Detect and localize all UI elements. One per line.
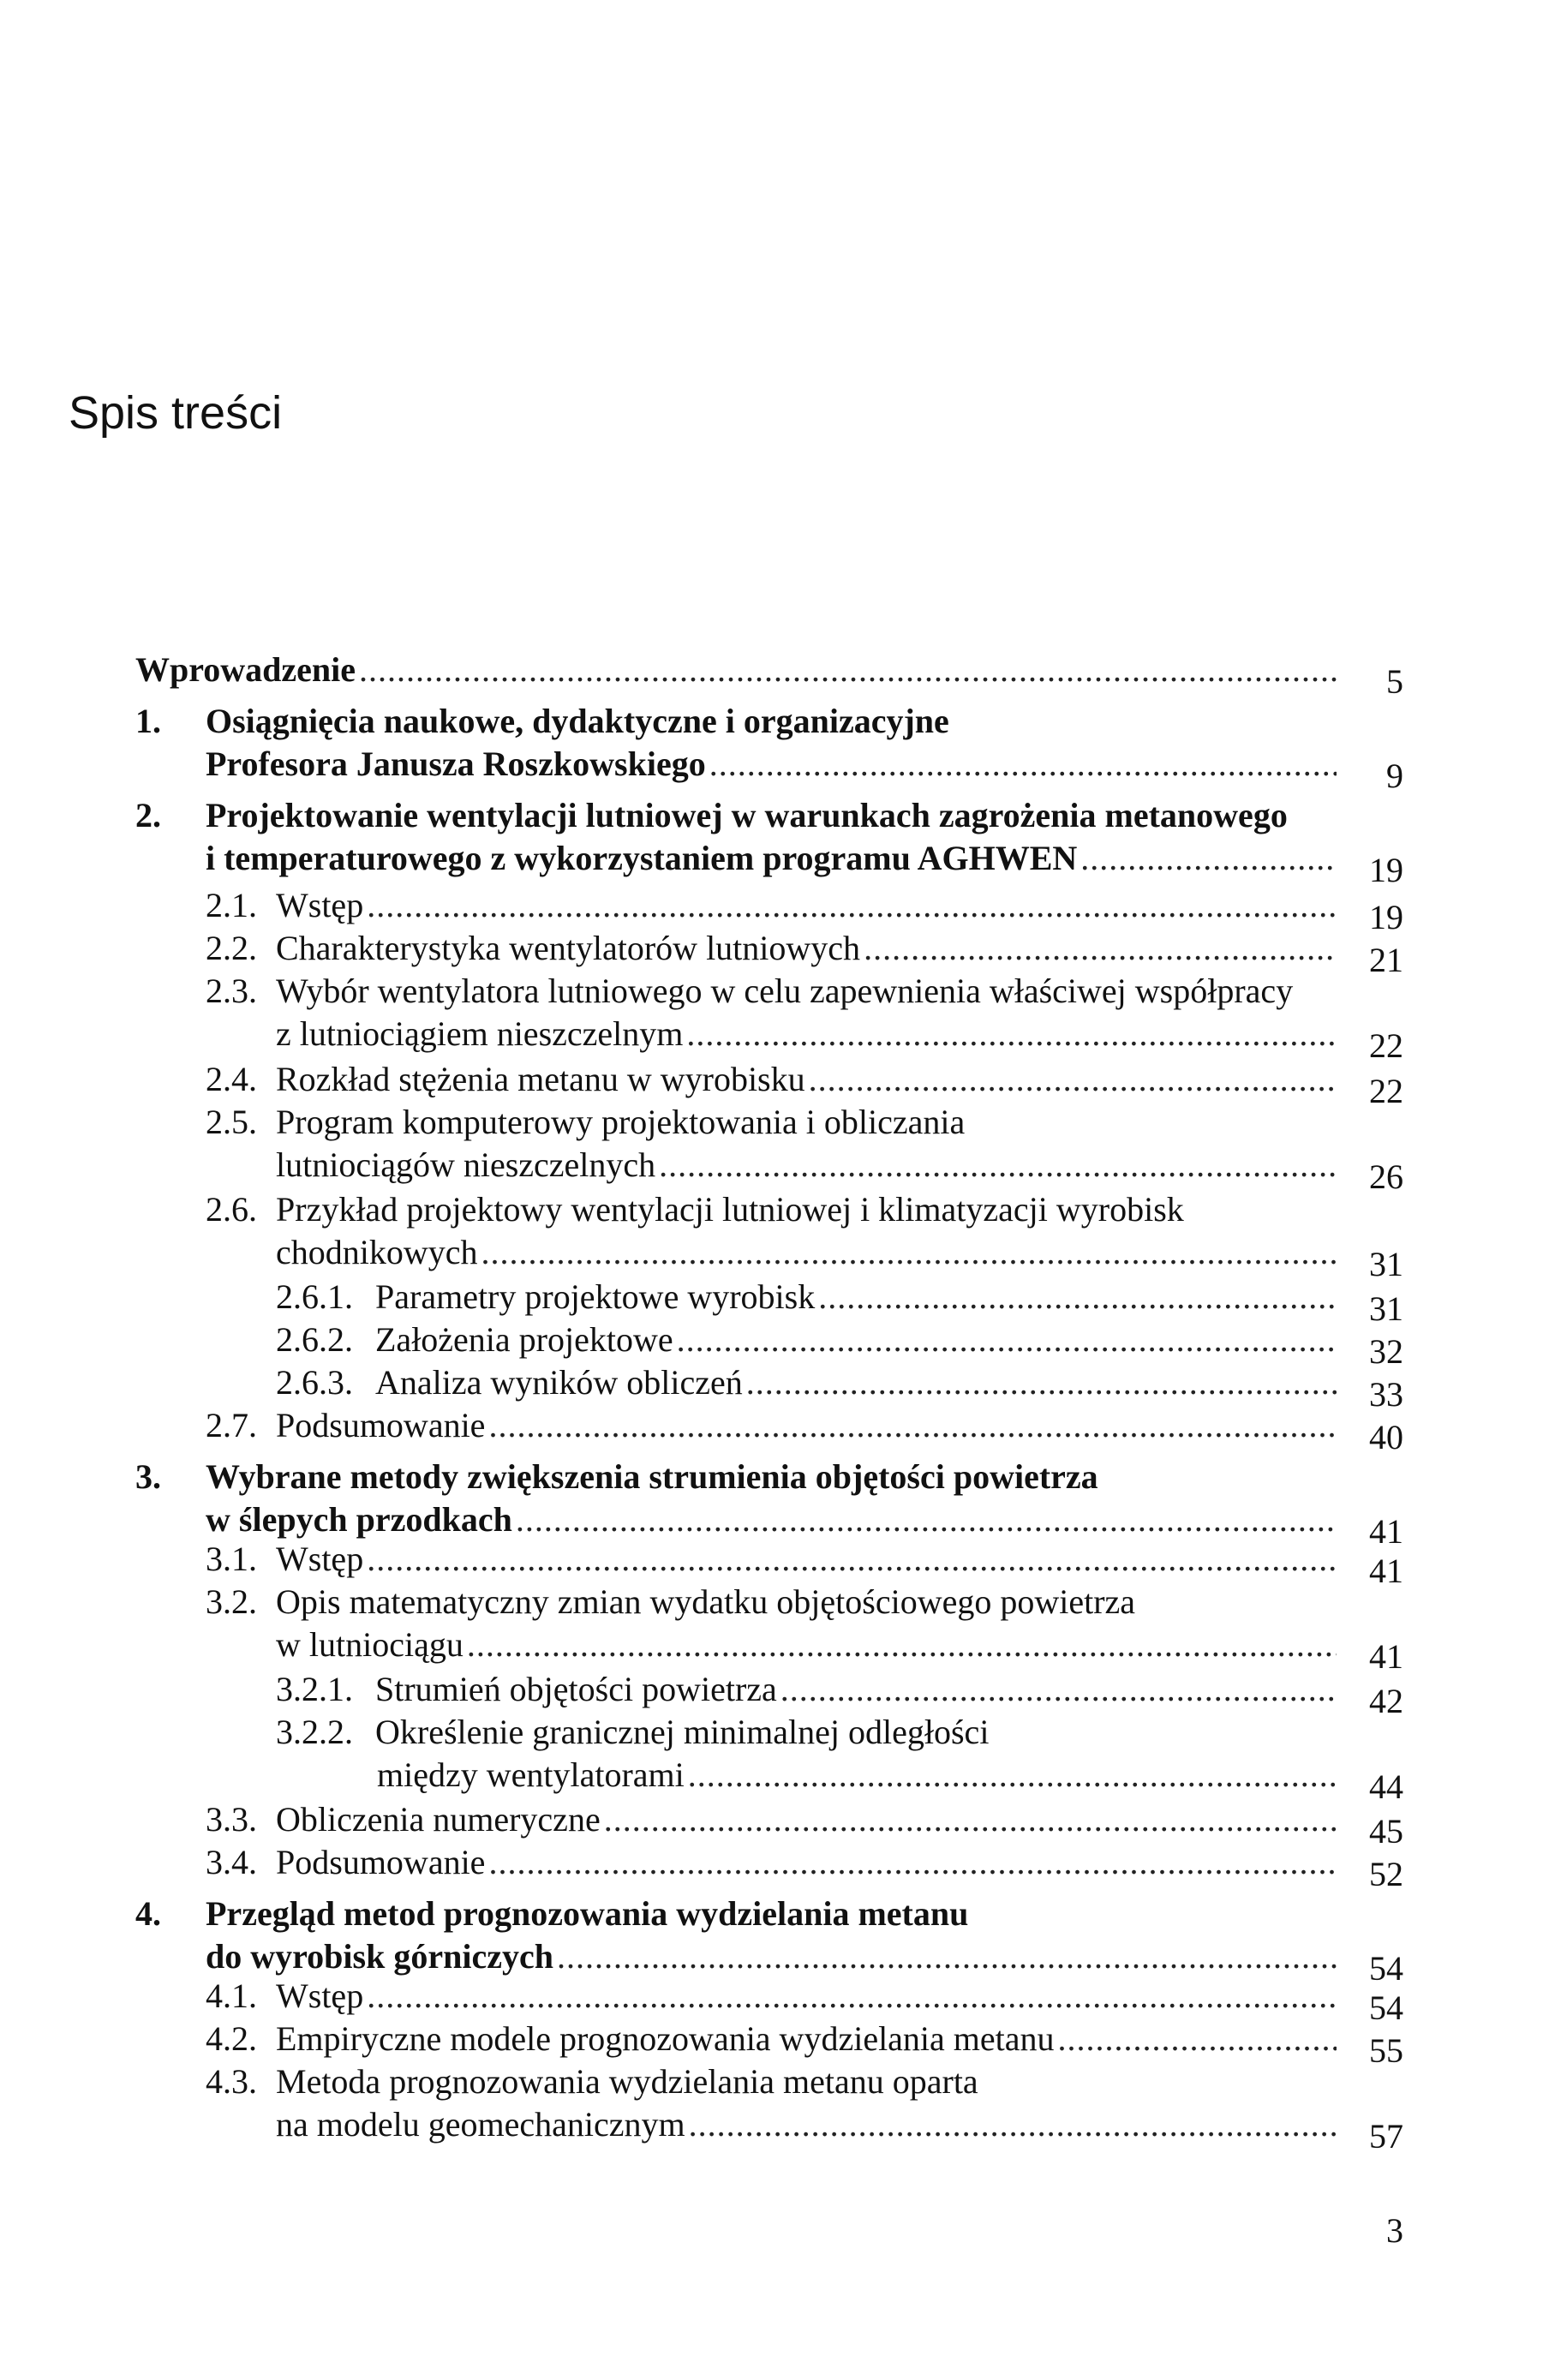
dot-leader: [688, 1755, 1337, 1796]
toc-entry-number: 2.: [135, 796, 161, 834]
dot-leader: [367, 1976, 1337, 2017]
toc-entry-text: chodnikowych: [276, 1233, 478, 1271]
toc-entry-title-line-last: [206, 1499, 1337, 1540]
toc-entry-text: Empiryczne modele prognozowania wydzielania metanu: [276, 2019, 1055, 2058]
toc-entry-title-line-last: [375, 1277, 1337, 1318]
toc-entry-page: 22: [1369, 1026, 1403, 1065]
dot-leader: [864, 928, 1337, 969]
toc-entry-text: Parametry projektowe wyrobisk: [375, 1277, 816, 1316]
toc-entry-number: 4.1.: [206, 1976, 257, 2015]
dot-leader: [677, 1319, 1337, 1360]
toc-entry-text: Program komputerowy projektowania i obliczania: [276, 1103, 966, 1141]
toc-entry-text: Założenia projektowe: [375, 1320, 673, 1359]
toc-entry-text: Projektowanie wentylacji lutniowej w warunkach zagrożenia metanowego: [206, 796, 1288, 834]
toc-entry-page: 42: [1369, 1682, 1403, 1720]
toc-entry-text: Osiągnięcia naukowe, dydaktyczne i organizacyjne: [206, 702, 949, 740]
toc-entry-title-line: [276, 1582, 1135, 1623]
dot-leader: [516, 1499, 1337, 1540]
toc-entry-title-line: [276, 1102, 965, 1143]
toc-entry-number: 2.3.: [206, 972, 257, 1010]
toc-entry-title-line-last: [375, 1669, 1337, 1710]
toc-entry-title-line-last: [276, 1539, 1337, 1580]
toc-entry-page: 31: [1369, 1245, 1403, 1283]
dot-leader: [488, 1842, 1337, 1883]
toc-entry-title-line: [276, 2061, 978, 2102]
page-title: Spis treści: [69, 387, 283, 439]
toc-entry-number: 4.2.: [206, 2019, 257, 2058]
toc-entry-text: Charakterystyka wentylatorów lutniowych: [276, 929, 861, 967]
toc-entry-number: 2.6.3.: [276, 1363, 353, 1402]
toc-entry-page: 41: [1369, 1512, 1403, 1551]
toc-entry-number: 2.4.: [206, 1060, 257, 1098]
dot-leader: [686, 1014, 1337, 1055]
toc-entry-title-line: [276, 1189, 1184, 1230]
toc-entry-text: Rozkład stężenia metanu w wyrobisku: [276, 1060, 805, 1098]
dot-leader: [557, 1936, 1337, 1977]
toc-entry-text: Przegląd metod prognozowania wydzielania metanu: [206, 1894, 969, 1933]
toc-entry-page: 40: [1369, 1418, 1403, 1456]
toc-entry-title-line-last: [276, 1145, 1337, 1186]
toc-entry-page: 54: [1369, 1949, 1403, 1988]
toc-entry-title-line-last: [206, 838, 1337, 879]
dot-leader: [746, 1362, 1337, 1403]
dot-leader: [359, 649, 1337, 691]
toc-entry-title-line-last: [276, 1059, 1337, 1100]
toc-entry-title-line: [206, 1456, 1098, 1498]
toc-entry-text: Metoda prognozowania wydzielania metanu oparta: [276, 2062, 978, 2101]
dot-leader: [780, 1669, 1337, 1710]
toc-entry-text: Wybrane metody zwiększenia strumienia objętości powietrza: [206, 1457, 1098, 1496]
toc-entry-title-line-last: [206, 1936, 1337, 1977]
dot-leader: [809, 1059, 1337, 1100]
toc-entry-page: 26: [1369, 1157, 1403, 1196]
toc-entry-number: 2.1.: [206, 886, 257, 924]
dot-leader: [488, 1405, 1337, 1446]
toc-entry-title-line-last: [276, 1405, 1337, 1446]
toc-entry-number: 3.2.2.: [276, 1713, 353, 1751]
toc-entry-page: 9: [1386, 756, 1403, 795]
toc-entry-text: Strumień objętości powietrza: [375, 1670, 777, 1708]
toc-entry-title-line: [276, 971, 1293, 1012]
toc-entry-page: 19: [1369, 851, 1403, 889]
toc-entry-text: na modelu geomechanicznym: [276, 2105, 685, 2144]
toc-entry-number: 3.: [135, 1457, 161, 1496]
toc-entry-text: Wstęp: [276, 1976, 364, 2015]
toc-entry-text: w lutniociągu: [276, 1625, 464, 1664]
page-number: 3: [1386, 2211, 1403, 2250]
toc-entry-number: 2.5.: [206, 1103, 257, 1141]
dot-leader: [467, 1624, 1337, 1665]
toc-entry-page: 57: [1369, 2117, 1403, 2156]
dot-leader: [604, 1799, 1337, 1840]
toc-entry-text: Wybór wentylatora lutniowego w celu zapewnienia właściwej współpracy: [276, 972, 1294, 1010]
dot-leader: [709, 744, 1337, 785]
toc-entry-number: 3.2.: [206, 1582, 257, 1621]
toc-entry-title-line-last: [377, 1755, 1337, 1796]
toc-entry-number: 3.2.1.: [276, 1670, 353, 1708]
dot-leader: [818, 1277, 1337, 1318]
toc-entry-text: Profesora Janusza Roszkowskiego: [206, 744, 706, 783]
dot-leader: [689, 2104, 1337, 2145]
toc-entry-number: 2.6.2.: [276, 1320, 353, 1359]
toc-entry-text: w ślepych przodkach: [206, 1500, 512, 1539]
toc-entry-page: 41: [1369, 1552, 1403, 1590]
toc-entry-page: 5: [1386, 662, 1403, 701]
toc-entry-title-line: [206, 1893, 968, 1934]
toc-entry-text: i temperaturowego z wykorzystaniem programu AGHWEN: [206, 839, 1078, 877]
dot-leader: [1058, 2018, 1337, 2060]
toc-entry-text: lutniociągów nieszczelnych: [276, 1145, 656, 1184]
toc-entry-number: 3.3.: [206, 1800, 257, 1839]
toc-entry-title-line-last: [375, 1362, 1337, 1403]
toc-entry-page: 44: [1369, 1767, 1403, 1806]
toc-entry-number: 4.3.: [206, 2062, 257, 2101]
toc-entry-number: 2.7.: [206, 1406, 257, 1444]
toc-entry-number: 2.6.1.: [276, 1277, 353, 1316]
toc-entry-text: Wstęp: [276, 1540, 364, 1578]
toc-entry-title-line-last: [276, 1624, 1337, 1665]
toc-entry-text: Opis matematyczny zmian wydatku objętościowego powietrza: [276, 1582, 1136, 1621]
toc-entry-title-line-last: [276, 1232, 1337, 1273]
toc-entry-text: Podsumowanie: [276, 1843, 486, 1881]
toc-entry-title-line-last: [375, 1319, 1337, 1360]
toc-entry-text: Podsumowanie: [276, 1406, 486, 1444]
toc-entry-number: 3.1.: [206, 1540, 257, 1578]
toc-entry-page: 55: [1369, 2031, 1403, 2070]
toc-entry-text: Przykład projektowy wentylacji lutniowej i klimatyzacji wyrobisk: [276, 1190, 1184, 1229]
toc-entry-page: 21: [1369, 941, 1403, 979]
toc-entry-text: Określenie granicznej minimalnej odległości: [375, 1713, 990, 1751]
toc-entry-title-line-last: [276, 928, 1337, 969]
toc-entry-title-line-last: [135, 649, 1337, 691]
toc-entry-title-line: [206, 701, 949, 742]
toc-entry-text: Obliczenia numeryczne: [276, 1800, 601, 1839]
toc-entry-page: 33: [1369, 1375, 1403, 1414]
toc-entry-page: 45: [1369, 1812, 1403, 1851]
toc-entry-page: 22: [1369, 1072, 1403, 1110]
toc-entry-text: Wstęp: [276, 886, 364, 924]
toc-entry-page: 54: [1369, 1988, 1403, 2027]
dot-leader: [367, 885, 1337, 926]
toc-entry-title-line: [375, 1712, 989, 1753]
toc-entry-text: Wprowadzenie: [135, 650, 356, 689]
toc-entry-page: 52: [1369, 1855, 1403, 1893]
toc-entry-title-line-last: [276, 2018, 1337, 2060]
dot-leader: [659, 1145, 1337, 1186]
toc-entry-number: 2.2.: [206, 929, 257, 967]
toc-entry-number: 3.4.: [206, 1843, 257, 1881]
toc-entry-title-line: [206, 795, 1288, 836]
toc-entry-page: 31: [1369, 1289, 1403, 1328]
toc-entry-title-line-last: [276, 1976, 1337, 2017]
toc-entry-title-line-last: [276, 1799, 1337, 1840]
toc-entry-title-line-last: [276, 885, 1337, 926]
toc-entry-text: do wyrobisk górniczych: [206, 1937, 553, 1976]
toc-entry-page: 32: [1369, 1332, 1403, 1371]
toc-entry-number: 1.: [135, 702, 161, 740]
dot-leader: [1080, 838, 1337, 879]
dot-leader: [367, 1539, 1337, 1580]
toc-entry-page: 19: [1369, 898, 1403, 936]
toc-entry-title-line-last: [276, 1842, 1337, 1883]
toc-entry-page: 41: [1369, 1637, 1403, 1676]
toc-entry-title-line-last: [276, 1014, 1337, 1055]
dot-leader: [481, 1232, 1337, 1273]
toc-entry-text: Analiza wyników obliczeń: [375, 1363, 743, 1402]
toc-entry-title-line-last: [276, 2104, 1337, 2145]
toc-entry-text: z lutniociągiem nieszczelnym: [276, 1014, 684, 1053]
toc-entry-number: 2.6.: [206, 1190, 257, 1229]
toc-entry-title-line-last: [206, 744, 1337, 785]
toc-entry-number: 4.: [135, 1894, 161, 1933]
toc-entry-text: między wentylatorami: [377, 1755, 685, 1794]
